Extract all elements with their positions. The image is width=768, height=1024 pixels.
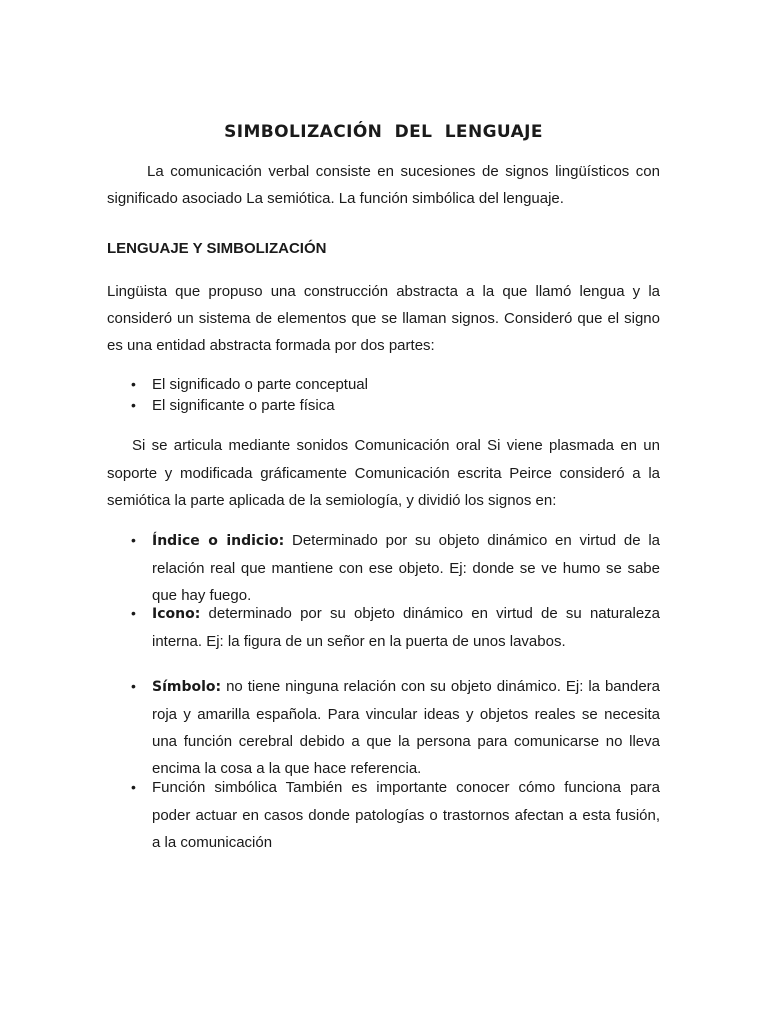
list-item-term: Símbolo: <box>152 679 222 695</box>
paragraph-linguist: Lingüista que propuso una construcción abstracta a la que llamó lengua y la consideró un sistema de elementos que se llaman signos. Consideró que el signo es una entidad abstracta formada por dos partes: <box>107 283 660 354</box>
bullet-icon: • <box>131 397 136 413</box>
list-item-text: Función simbólica También es importante conocer cómo funciona para poder actuar en casos donde patologías o trastornos afectan a esta fusión, a la comunicación <box>152 779 660 851</box>
list-item <box>107 395 368 416</box>
bullet-icon: • <box>131 376 136 392</box>
bullet-icon: • <box>131 532 136 548</box>
bullet-icon: • <box>131 678 136 694</box>
list-item-text: Determinado por su objeto dinámico en virtud de la relación real que mantiene con ese objeto. Ej: donde se ve humo se sabe que hay fuego. <box>152 532 661 604</box>
section-heading: LENGUAJE Y SIMBOLIZACIÓN <box>107 240 327 257</box>
intro-paragraph <box>107 158 660 212</box>
list-item-term: Icono: <box>152 606 201 622</box>
list-item <box>107 600 660 655</box>
bullet-icon: • <box>131 605 136 621</box>
list-item <box>107 374 368 395</box>
list-item <box>107 673 660 782</box>
list-item-text: El significado o parte conceptual <box>152 376 368 393</box>
intro-text: La comunicación verbal consiste en sucesiones de signos lingüísticos con significado asociado La semiótica. La función simbólica del lenguaje. <box>107 163 660 207</box>
list-item <box>107 527 660 609</box>
document-title: SIMBOLIZACIÓN DEL LENGUAJE <box>224 122 543 142</box>
list-item <box>107 774 660 856</box>
bullet-icon: • <box>131 779 136 795</box>
list-item-text: no tiene ninguna relación con su objeto dinámico. Ej: la bandera roja y amarilla española. Para vincular ideas y objetos reales se necesita una función cerebral debido a que la persona para comunicarse no lleva encima la cosa a la que hace referencia. <box>152 678 660 777</box>
list-item-text: El significante o parte física <box>152 397 335 414</box>
sign-parts-list <box>107 374 368 416</box>
paragraph-peirce-text: Si se articula mediante sonidos Comunicación oral Si viene plasmada en un soporte y modificada gráficamente Comunicación escrita Peirce consideró a la semiótica la parte aplicada de la semiología, y dividió los signos en: <box>107 437 660 509</box>
list-item-term: Índice o indicio: <box>152 533 285 549</box>
list-item-text: determinado por su objeto dinámico en virtud de su naturaleza interna. Ej: la figura de un señor en la puerta de unos lavabos. <box>152 605 660 650</box>
paragraph-peirce <box>107 432 660 515</box>
